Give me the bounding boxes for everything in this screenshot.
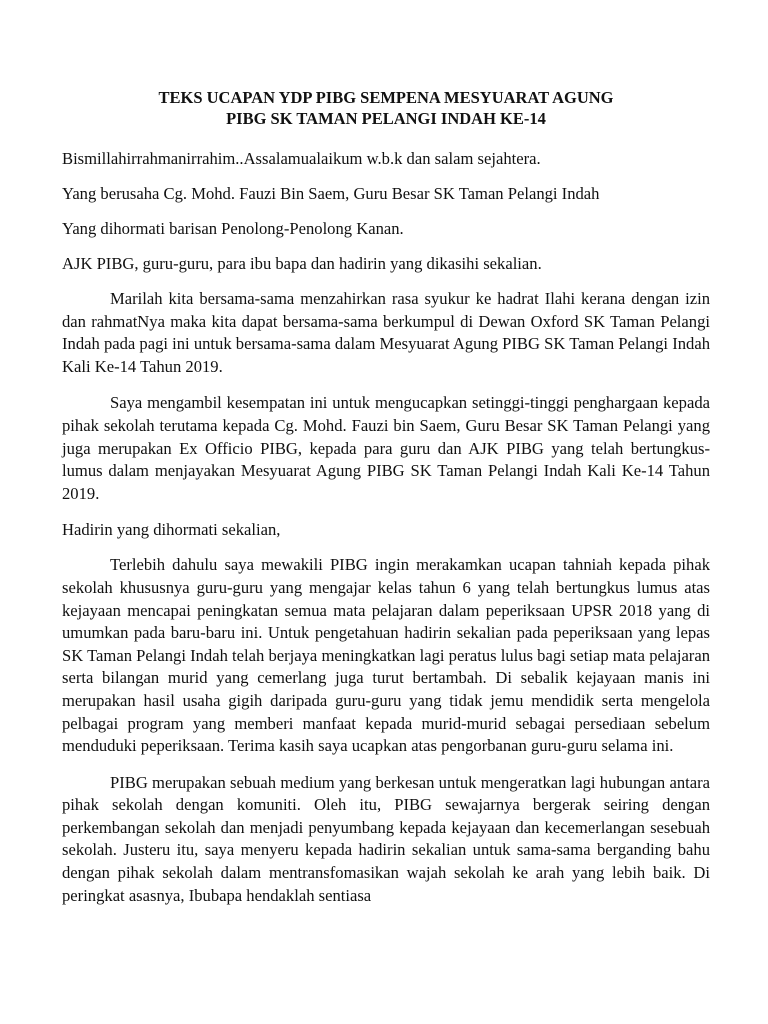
salutation: Hadirin yang dihormati sekalian, bbox=[62, 520, 281, 540]
title-line-1: TEKS UCAPAN YDP PIBG SEMPENA MESYUARAT AGUNG bbox=[158, 88, 614, 107]
title-line-2: PIBG SK TAMAN PELANGI INDAH KE-14 bbox=[226, 109, 546, 128]
greeting-audience: AJK PIBG, guru-guru, para ibu bapa dan hadirin yang dikasihi sekalian. bbox=[62, 254, 542, 273]
paragraph-pibg-role: PIBG merupakan sebuah medium yang berkesan untuk mengeratkan lagi hubungan antara pihak sekolah dengan komuniti. Oleh itu, PIBG sewajarnya bergerak seiring dengan perkembangan sekolah dan menjadi penyumbang kepada kejayaan dan kecemerlangan sesebuah sekolah. Justeru itu, saya menyeru kepada hadirin sekalian untuk sama-sama berganding bahu dengan pihak sekolah dalam mentransfomasikan wajah sekolah ke arah yang lebih baik. Di peringkat asasnya, Ibubapa hendaklah sentiasa bbox=[62, 772, 710, 905]
document-title bbox=[62, 87, 710, 129]
paragraph-congratulations: Terlebih dahulu saya mewakili PIBG ingin merakamkan ucapan tahniah kepada pihak sekolah khususnya guru-guru yang mengajar kelas tahun 6 yang telah bertungkus lumus atas kejayaan mencapai peningkatan semua mata pelajaran dalam peperiksaan UPSR 2018 yang di umumkan pada baru-baru ini. Untuk pengetahuan hadirin sekalian pada peperiksaan yang lepas SK Taman Pelangi Indah telah berjaya meningkatkan lagi peratus lulus bagi setiap mata pelajaran serta bilangan murid yang cemerlang juga turut bertambah. Di sebalik kejayaan manis ini merupakan hasil usaha gigih daripada guru-guru yang tidak jemu mendidik serta mengelola pelbagai program yang memberi manfaat kepada murid-murid sebagai persediaan sebelum menduduki peperiksaan. Terima kasih saya ucapkan atas pengorbanan guru-guru selama ini. bbox=[62, 555, 710, 756]
greeting-bismillah: Bismillahirrahmanirrahim..Assalamualaikum w.b.k dan salam sejahtera. bbox=[62, 149, 541, 168]
paragraph-appreciation: Saya mengambil kesempatan ini untuk mengucapkan setinggi-tinggi penghargaan kepada pihak sekolah terutama kepada Cg. Mohd. Fauzi bin Saem, Guru Besar SK Taman Pelangi yang juga merupakan Ex Officio PIBG, kepada para guru dan AJK PIBG yang telah bertungkus- lumus dalam menjayakan Mesyuarat Agung PIBG SK Taman Pelangi Indah Kali Ke-14 Tahun 2019. bbox=[62, 393, 710, 503]
paragraph-gratitude: Marilah kita bersama-sama menzahirkan rasa syukur ke hadrat Ilahi kerana dengan izin dan rahmatNya maka kita dapat bersama-sama berkumpul di Dewan Oxford SK Taman Pelangi Indah pada pagi ini untuk bersama-sama dalam Mesyuarat Agung PIBG SK Taman Pelangi Indah Kali Ke-14 Tahun 2019. bbox=[62, 289, 710, 376]
greeting-guru-besar: Yang berusaha Cg. Mohd. Fauzi Bin Saem, Guru Besar SK Taman Pelangi Indah bbox=[62, 184, 600, 203]
greeting-penolong-kanan: Yang dihormati barisan Penolong-Penolong Kanan. bbox=[62, 219, 404, 238]
